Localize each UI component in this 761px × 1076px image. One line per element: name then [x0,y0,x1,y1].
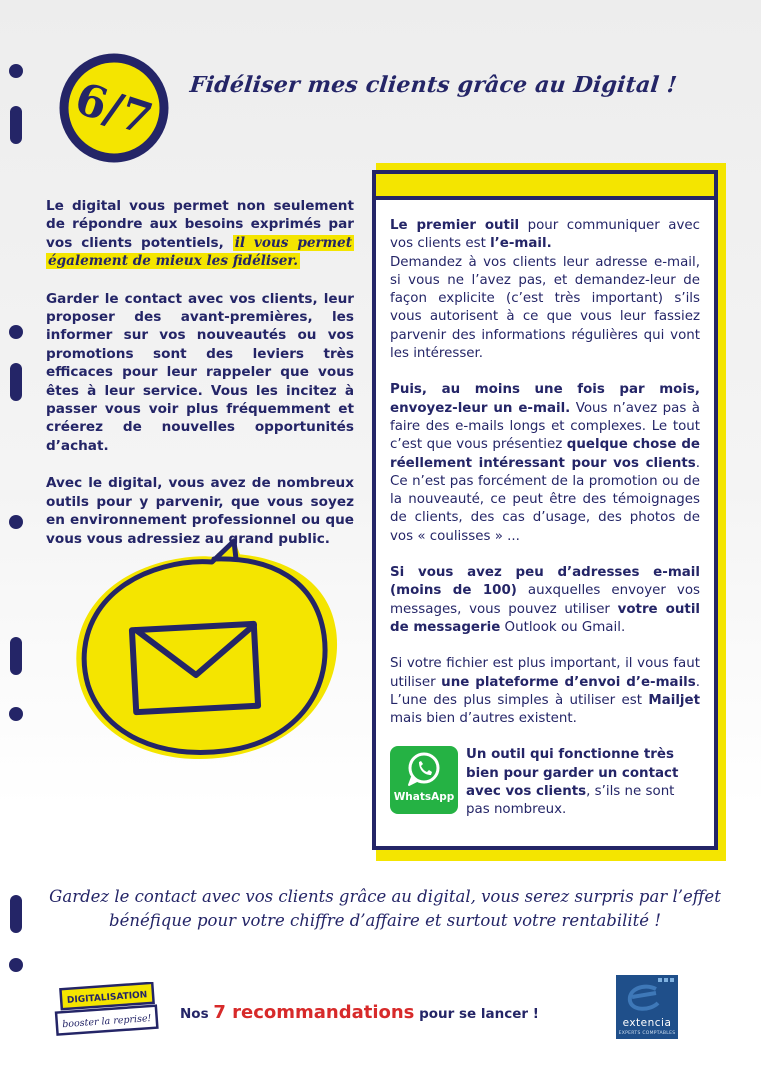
text: , s’ils ne sont pas nombreux. [466,784,675,818]
text: Outlook ou Gmail. [500,619,626,635]
card-paragraph-3 [390,564,700,637]
tagline-highlight: 7 recommandations [213,1002,415,1023]
logo-subtitle: EXPERTS COMPTABLES [618,1031,676,1036]
text: pour communiquer avec vos clients est [390,218,700,252]
text: . L’une des plus simples à utiliser est [390,674,701,708]
binder-hole [9,707,23,721]
binder-hole [9,64,23,78]
text: Vous n’avez pas à faire des e-mails longs et complexes. Le tout c’est que vous présentiez [390,400,700,453]
tagline-text: pour se lancer ! [414,1006,539,1022]
binder-hole [9,325,23,339]
intro-plain: Le digital vous permet non seulement de répondre aux besoins exprimés par vos clients potentiels, [46,198,354,251]
binder-hole [9,515,23,529]
emphasis: Si vous avez peu d’adresses e-mail (moins de 100) [390,565,700,599]
logo-name: extencia [622,1017,672,1029]
text: mais bien d’autres existent. [390,711,577,727]
stamp-title: DIGITALISATION [66,990,148,1006]
card-header-bar [376,174,714,200]
whatsapp-label: WhatsApp [393,791,455,804]
text: . Ce n’est pas forcément de la promotion ou de la nouveauté, ce peut être des témoignages de clients, des cas d’usage, des photos de vos « coulisses » ... [390,455,700,544]
page-title: Fidéliser mes clients grâce au Digital ! [188,72,679,98]
tagline-text: Nos [180,1006,214,1022]
binder-hole [9,958,23,972]
extencia-logo [616,975,678,1039]
whatsapp-description [466,746,700,819]
emphasis: Mailjet [648,692,700,708]
step-number: 6/7 [68,73,159,146]
text: auxquelles envoyer vos messages, vous pouvez utiliser [390,583,700,617]
intro-highlight: il vous permet également de mieux les fidéliser. [48,234,352,270]
email-tips-card [372,170,718,850]
emphasis: Puis, au moins une fois par mois, envoyez-leur un e-mail. [390,382,700,416]
text: Si votre fichier est plus important, il vous faut utiliser [390,656,700,690]
tools-paragraph: Avec le digital, vous avez de nombreux outils pour y parvenir, que vous soyez en environnement professionnel ou que vous vous adressiez au grand public. [46,475,354,547]
card-content [390,217,700,820]
card-paragraph-2 [390,381,700,546]
binder-slot [10,363,22,401]
card-paragraph-4 [390,655,700,728]
step-badge [58,52,170,164]
emphasis: Un outil qui fonctionne très bien pour garder un contact avec vos clients [466,747,679,800]
recommendations-tagline [180,1002,539,1023]
digitalisation-stamp [52,982,164,1038]
closing-quote: Gardez le contact avec vos clients grâce au digital, vous serez surpris par l’effet bénéfique pour votre chiffre d’affaire et surtout votre rentabilité ! [49,887,721,930]
whatsapp-logo [390,746,458,814]
binder-slot [10,637,22,675]
binder-slot [10,895,22,933]
intro-text [46,197,354,567]
emphasis: l’e-mail. [490,236,552,252]
envelope-icon [132,624,258,712]
binder-slot [10,106,22,144]
card-paragraph-1 [390,217,700,363]
email-bubble-illustration [66,535,356,785]
stamp-tagline: booster la reprise! [61,1013,152,1031]
extencia-emblem-icon [616,975,678,1015]
emphasis: Le premier outil [390,218,520,233]
emphasis: une plateforme d’envoi d’e-mails [441,674,696,690]
emphasis: votre outil de messagerie [390,601,700,635]
intro-paragraph [46,197,354,271]
contact-paragraph: Garder le contact avec vos clients, leur proposer des avant-premières, les informer sur vos nouveautés ou vos promotions sont des leviers très efficaces pour leur rappeler que vous êtes à leur service. Vous les incitez à passer vous voir plus fréquemment et créerez de nouvelles opportunités d’achat. [46,290,354,454]
whatsapp-tip [390,746,700,819]
text: Demandez à vos clients leur adresse e-mail, si vous ne l’avez pas, et demandez-leur de façon explicite (c’est très important) s’ils vous autorisent à ce que vous leur fassiez parvenir des informations régulières qui vont les intéresser. [390,254,700,362]
emphasis: quelque chose de réellement intéressant pour vos clients [390,437,700,471]
